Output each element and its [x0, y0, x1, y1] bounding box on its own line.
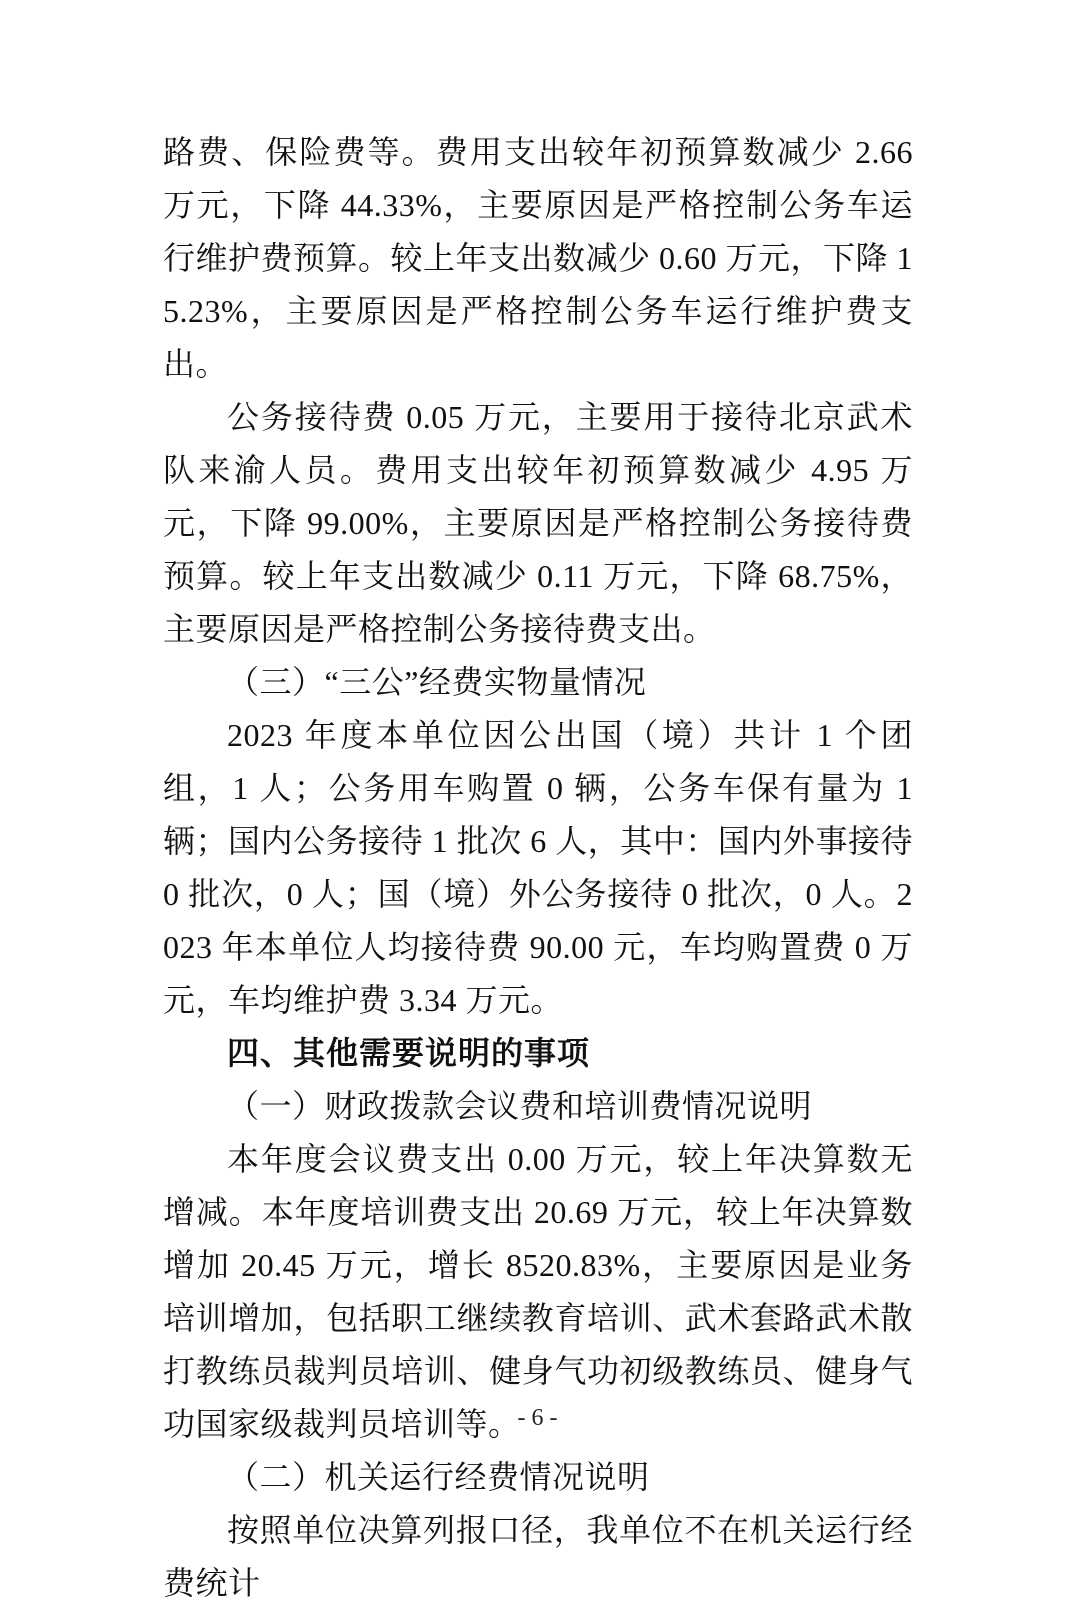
document-body	[163, 126, 913, 1610]
paragraph-physical-volume-details: 2023 年度本单位因公出国（境）共计 1 个团组，1 人；公务用车购置 0 辆，公务车保有量为 1 辆；国内公务接待 1 批次 6 人，其中：国内外事接待 0 批次，0 人；国（境）外公务接待 0 批次，0 人。2023 年本单位人均接待费 90.00 元，车均购置费 0 万元，车均维护费 3.34 万元。	[163, 717, 913, 1018]
paragraph-official-reception-costs: 公务接待费 0.05 万元，主要用于接待北京武术队来渝人员。费用支出较年初预算数减少 4.95 万元，下降 99.00%，主要原因是严格控制公务接待费预算。较上年支出数减少 0.11 万元，下降 68.75%，主要原因是严格控制公务接待费支出。	[163, 399, 913, 647]
heading-other-matters: 四、其他需要说明的事项	[227, 1035, 591, 1071]
paragraph-agency-operating-costs-details: 按照单位决算列报口径，我单位不在机关运行经费统计	[163, 1512, 913, 1601]
heading-three-public-expenses-physical-volume: （三）“三公”经费实物量情况	[227, 664, 647, 700]
heading-meeting-training-fees: （一）财政拨款会议费和培训费情况说明	[227, 1088, 813, 1124]
page-number: - 6 -	[517, 1405, 558, 1431]
paragraph-meeting-training-fee-details: 本年度会议费支出 0.00 万元，较上年决算数无增减。本年度培训费支出 20.69 万元，较上年决算数增加 20.45 万元，增长 8520.83%，主要原因是业务培训增加，包括职工继续教育培训、武术套路武术散打教练员裁判员培训、健身气功初级教练员、健身气功国家级裁判员培训等。	[163, 1141, 913, 1442]
heading-agency-operating-costs: （二）机关运行经费情况说明	[227, 1459, 650, 1495]
paragraph-vehicle-maintenance-costs: 路费、保险费等。费用支出较年初预算数减少 2.66 万元，下降 44.33%，主要原因是严格控制公务车运行维护费预算。较上年支出数减少 0.60 万元，下降 15.23%，主要原因是严格控制公务车运行维护费支出。	[163, 134, 914, 382]
